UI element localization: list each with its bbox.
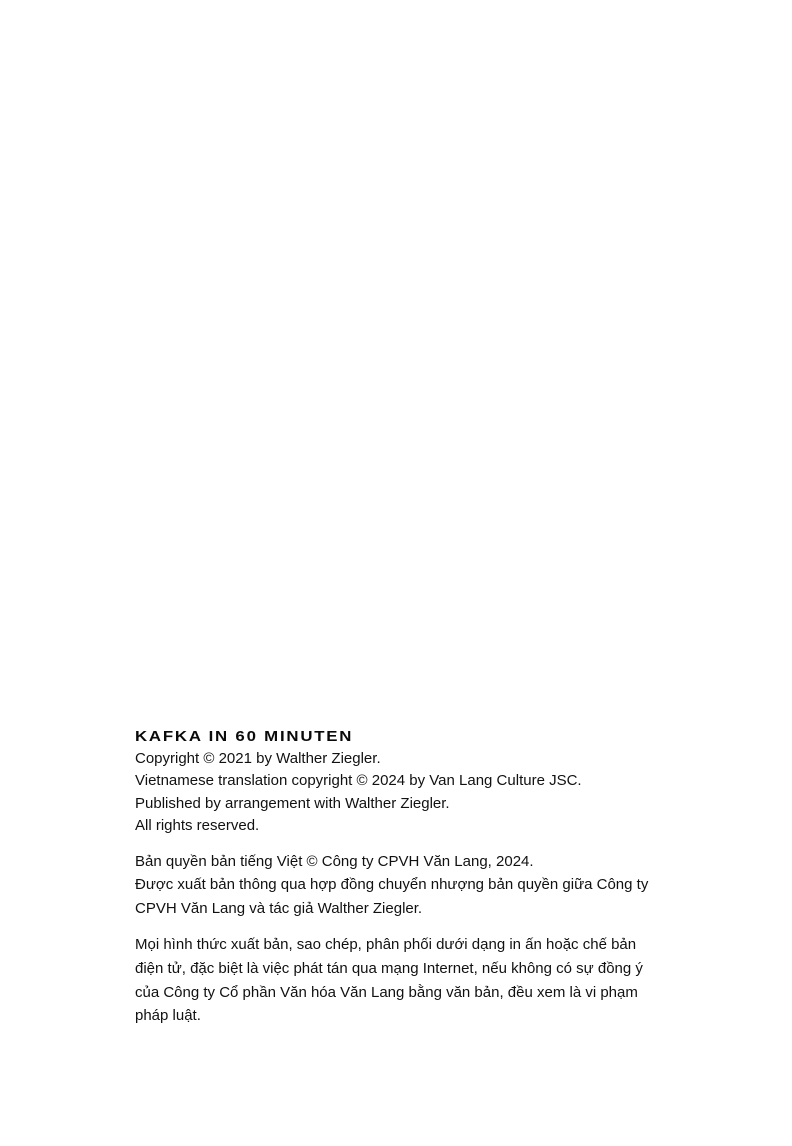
legal-notice-line: của Công ty Cổ phần Văn hóa Văn Lang bằng văn bản, đều xem là vi phạm bbox=[135, 983, 638, 1001]
vietnamese-copyright-paragraph bbox=[135, 850, 715, 921]
legal-notice-line: điện tử, đặc biệt là việc phát tán qua mạng Internet, nếu không có sự đồng ý bbox=[135, 959, 643, 977]
arrangement-line: Published by arrangement with Walther Ziegler. bbox=[135, 794, 450, 812]
vietnamese-rights-line: Được xuất bản thông qua hợp đồng chuyển nhượng bản quyền giữa Công ty bbox=[135, 876, 649, 894]
legal-notice-line: pháp luật. bbox=[135, 1007, 201, 1025]
legal-notice-line: Mọi hình thức xuất bản, sao chép, phân phối dưới dạng in ấn hoặc chế bản bbox=[135, 936, 637, 954]
vietnamese-rights-line: Bản quyền bản tiếng Việt © Công ty CPVH Văn Lang, 2024. bbox=[135, 852, 534, 870]
copyright-text-block bbox=[135, 726, 715, 1028]
copyright-line: Copyright © 2021 by Walther Ziegler. bbox=[135, 750, 381, 767]
translation-copyright-line: Vietnamese translation copyright © 2024 by Van Lang Culture JSC. bbox=[135, 772, 582, 790]
rights-reserved-line: All rights reserved. bbox=[135, 817, 260, 835]
english-copyright-paragraph bbox=[135, 748, 715, 838]
book-title: KAFKA IN 60 MINUTEN bbox=[135, 728, 354, 745]
vietnamese-rights-line: CPVH Văn Lang và tác giả Walther Ziegler. bbox=[135, 900, 423, 918]
legal-notice-paragraph bbox=[135, 933, 715, 1028]
